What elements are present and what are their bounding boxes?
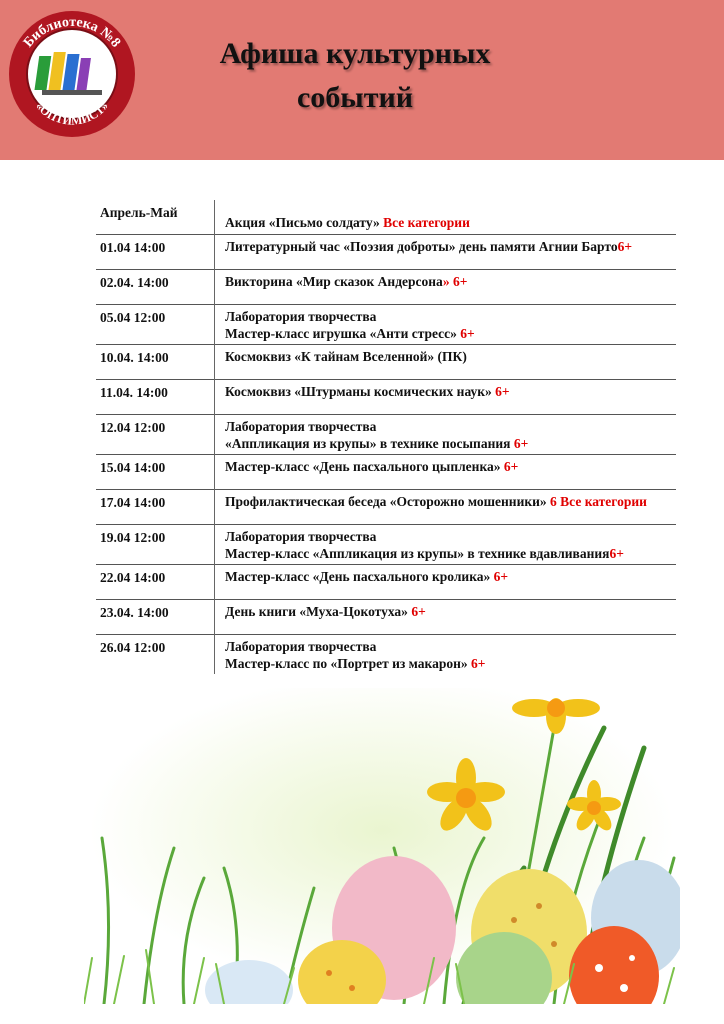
event-row [96,564,676,599]
event-date: 17.04 14:00 [96,489,215,524]
event-age-tag: 6+ [471,655,486,671]
event-description [215,634,677,674]
event-line: Лаборатория творчества [225,308,377,324]
event-row [96,200,676,234]
event-age-tag: 6+ [493,568,509,584]
library-logo [6,8,138,140]
event-age-tag: 6+ [617,238,633,254]
event-age-tag: 6+ [513,435,529,451]
event-date: 23.04. 14:00 [96,599,215,634]
event-row [96,524,676,564]
event-description [215,599,677,634]
event-row [96,599,676,634]
event-description [215,234,677,269]
event-age-tag: 6+ [609,545,624,561]
title-line-1: Афиша культурных [219,37,491,70]
event-line: «Аппликация из крупы» в технике посыпания [225,435,514,451]
event-date: 19.04 12:00 [96,524,215,564]
event-line: Профилактическая беседа «Осторожно мошенники» [225,493,551,509]
event-line: Литературный час «Поэзия доброты» день памяти Агнии Барто [225,238,618,254]
event-age-tag: 6+ [503,458,519,474]
event-description [215,379,677,414]
event-row [96,379,676,414]
event-description [215,344,677,379]
event-description [215,489,677,524]
event-age-tag: 6+ [411,603,426,619]
event-line: Лаборатория творчества [225,528,377,544]
event-line: Акция «Письмо солдату» [225,215,384,230]
event-line: Мастер-класс «День пасхального кролика» [225,568,494,584]
event-date: 26.04 12:00 [96,634,215,674]
event-date: 12.04 12:00 [96,414,215,454]
event-row [96,344,676,379]
logo-text-top: Библиотека №8 [20,14,124,51]
event-line: Викторина «Мир сказок Андерсона [225,273,443,289]
event-line: Космоквиз «Штурманы космических наук» [225,383,496,399]
event-line: Лаборатория творчества [225,418,377,434]
easter-eggs-spring-flowers-image [84,688,680,1004]
event-date: Апрель-Май [96,200,215,234]
event-row [96,414,676,454]
event-date: 02.04. 14:00 [96,269,215,304]
event-date: 22.04 14:00 [96,564,215,599]
event-line: Космоквиз «К тайнам Вселенной» (ПК) [225,348,467,364]
event-date: 10.04. 14:00 [96,344,215,379]
event-description [215,269,677,304]
event-row [96,634,676,674]
event-date: 05.04 12:00 [96,304,215,344]
event-description [215,564,677,599]
event-age-tag: Все категории [383,215,470,230]
event-line: Мастер-класс по «Портрет из макарон» [225,655,472,671]
event-line: Лаборатория творчества [225,638,377,654]
event-age-tag: 6 Все категории [550,493,647,509]
events-table [96,200,676,674]
event-row [96,489,676,524]
event-age-tag: 6+ [460,325,475,341]
event-line: Мастер-класс игрушка «Анти стресс» [225,325,461,341]
event-line: Мастер-класс «День пасхального цыпленка» [225,458,504,474]
event-description [215,304,677,344]
title-line-2: событий [296,81,414,114]
event-date: 15.04 14:00 [96,454,215,489]
event-line: День книги «Муха-Цокотуха» [225,603,412,619]
event-row [96,269,676,304]
event-line: Мастер-класс «Аппликация из крупы» в технике вдавливания [225,545,610,561]
page-title [150,32,560,120]
event-age-tag: 6+ [495,383,510,399]
event-row [96,234,676,269]
event-description [215,200,677,234]
event-age-tag: » 6+ [442,273,468,289]
event-description [215,524,677,564]
event-date: 01.04 14:00 [96,234,215,269]
event-date: 11.04. 14:00 [96,379,215,414]
logo-text-bottom: «ОПТИМИСТ» [32,99,112,128]
event-description [215,414,677,454]
event-row [96,304,676,344]
event-description [215,454,677,489]
event-row [96,454,676,489]
